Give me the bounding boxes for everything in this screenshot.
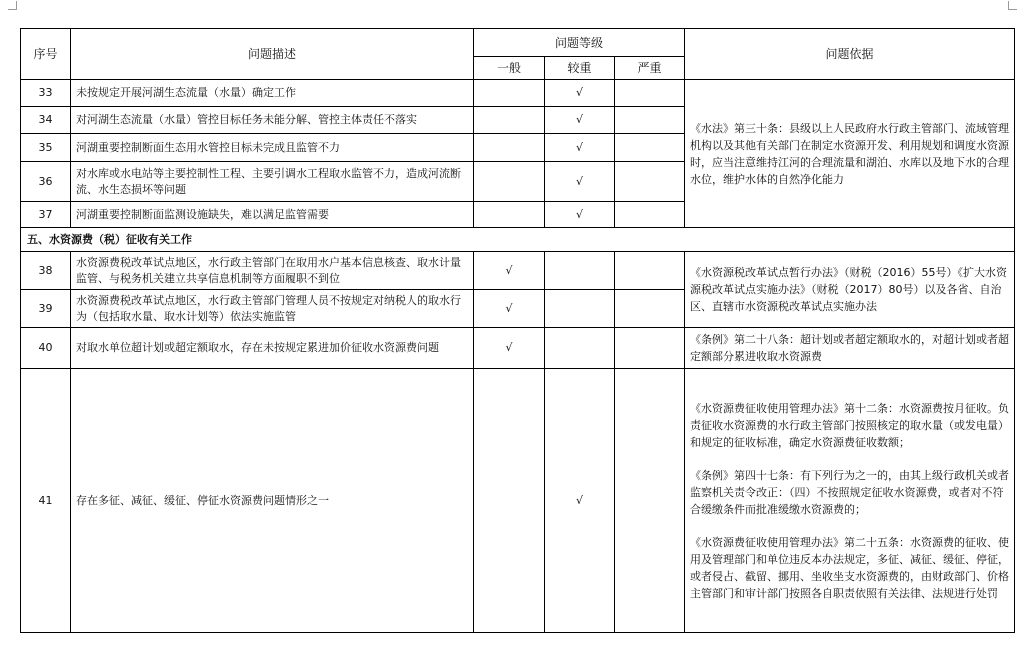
basis-33-37: 《水法》第三十条：县级以上人民政府水行政主管部门、流域管理机构以及其他有关部门在制定水资源开发、利用规划和调度水资源时，应当注意维持江河的合理流量和湖泊、水库以及地下水的合理水位，维护水体的自然净化能力 [685,80,1015,228]
level-general-cell [474,162,545,202]
level-general-cell [474,80,545,107]
row-desc: 水资源费税改革试点地区，水行政主管部门管理人员不按规定对纳税人的取水行为（包括取水量、取水计划等）依法实施监管 [71,290,474,328]
row-desc: 存在多征、减征、缓征、停征水资源费问题情形之一 [71,369,474,633]
row-no: 38 [21,252,71,290]
row-desc: 对河湖生态流量（水量）管控目标任务未能分解、管控主体责任不落实 [71,107,474,134]
basis-41-paragraph-1: 《水资源费征收使用管理办法》第十二条：水资源费按月征收。负责征收水资源费的水行政主管部门按照核定的取水量（或发电量）和规定的征收标准，确定水资源费征收数额； [690,401,1009,449]
check-mark: √ [545,202,615,228]
level-severe-cell [615,290,685,328]
level-severe-cell [615,252,685,290]
row-no: 36 [21,162,71,202]
check-mark: √ [545,107,615,134]
table-row [21,252,1015,290]
table-row [21,369,1015,633]
table-row [21,328,1015,369]
basis-38-39: 《水资源税改革试点暂行办法》（财税（2016）55号）《扩大水资源税改革试点实施办法》（财税（2017）80号）以及各省、自治区、直辖市水资源税改革试点实施办法 [685,252,1015,328]
level-severe-cell [615,202,685,228]
basis-41 [685,369,1015,633]
level-severe-cell [615,134,685,162]
row-no: 33 [21,80,71,107]
row-no: 37 [21,202,71,228]
check-mark: √ [545,369,615,633]
check-mark: √ [474,252,545,290]
problem-table [20,28,1015,633]
header-level: 问题等级 [474,29,685,57]
page-corner-mark-left [8,1,17,10]
row-desc: 未按规定开展河湖生态流量（水量）确定工作 [71,80,474,107]
basis-40: 《条例》第二十八条：超计划或者超定额取水的，对超计划或者超定额部分累进收取水资源费 [685,328,1015,369]
header-basis: 问题依据 [685,29,1015,80]
header-desc: 问题描述 [71,29,474,80]
basis-41-paragraph-2: 《条例》第四十七条：有下列行为之一的，由其上级行政机关或者监察机关责令改正：（四）不按照规定征收水资源费，或者对不符合缓缴条件而批准缓缴水资源费的； [690,468,1009,516]
table-row [21,80,1015,107]
level-serious-cell [545,328,615,369]
level-general-cell [474,134,545,162]
level-severe-cell [615,369,685,633]
row-no: 40 [21,328,71,369]
level-general-cell [474,369,545,633]
check-mark: √ [545,134,615,162]
section-title: 五、水资源费（税）征收有关工作 [21,228,1015,252]
section-row [21,228,1015,252]
level-severe-cell [615,80,685,107]
row-no: 34 [21,107,71,134]
basis-41-paragraph-3: 《水资源费征收使用管理办法》第二十五条：水资源费的征收、使用及管理部门和单位违反本办法规定，多征、减征、缓征、停征，或者侵占、截留、挪用、坐收坐支水资源费的，由财政部门、价格主管部门和审计部门按照各自职责依照有关法律、法规进行处罚 [690,535,1009,600]
header-no: 序号 [21,29,71,80]
level-general-cell [474,202,545,228]
check-mark: √ [545,162,615,202]
header-level-severe: 严重 [615,57,685,80]
row-desc: 河湖重要控制断面生态用水管控目标未完成且监管不力 [71,134,474,162]
level-serious-cell [545,252,615,290]
check-mark: √ [474,328,545,369]
row-desc: 对水库或水电站等主要控制性工程、主要引调水工程取水监管不力，造成河流断流、水生态损坏等问题 [71,162,474,202]
check-mark: √ [545,80,615,107]
level-severe-cell [615,162,685,202]
page-corner-mark-right [1008,1,1017,10]
header-level-general: 一般 [474,57,545,80]
row-no: 35 [21,134,71,162]
row-desc: 水资源费税改革试点地区，水行政主管部门在取用水户基本信息核查、取水计量监管、与税务机关建立共享信息机制等方面履职不到位 [71,252,474,290]
level-serious-cell [545,290,615,328]
level-severe-cell [615,107,685,134]
row-no: 39 [21,290,71,328]
row-no: 41 [21,369,71,633]
level-general-cell [474,107,545,134]
header-level-serious: 较重 [545,57,615,80]
row-desc: 对取水单位超计划或超定额取水，存在未按规定累进加价征收水资源费问题 [71,328,474,369]
row-desc: 河湖重要控制断面监测设施缺失，难以满足监管需要 [71,202,474,228]
check-mark: √ [474,290,545,328]
level-severe-cell [615,328,685,369]
